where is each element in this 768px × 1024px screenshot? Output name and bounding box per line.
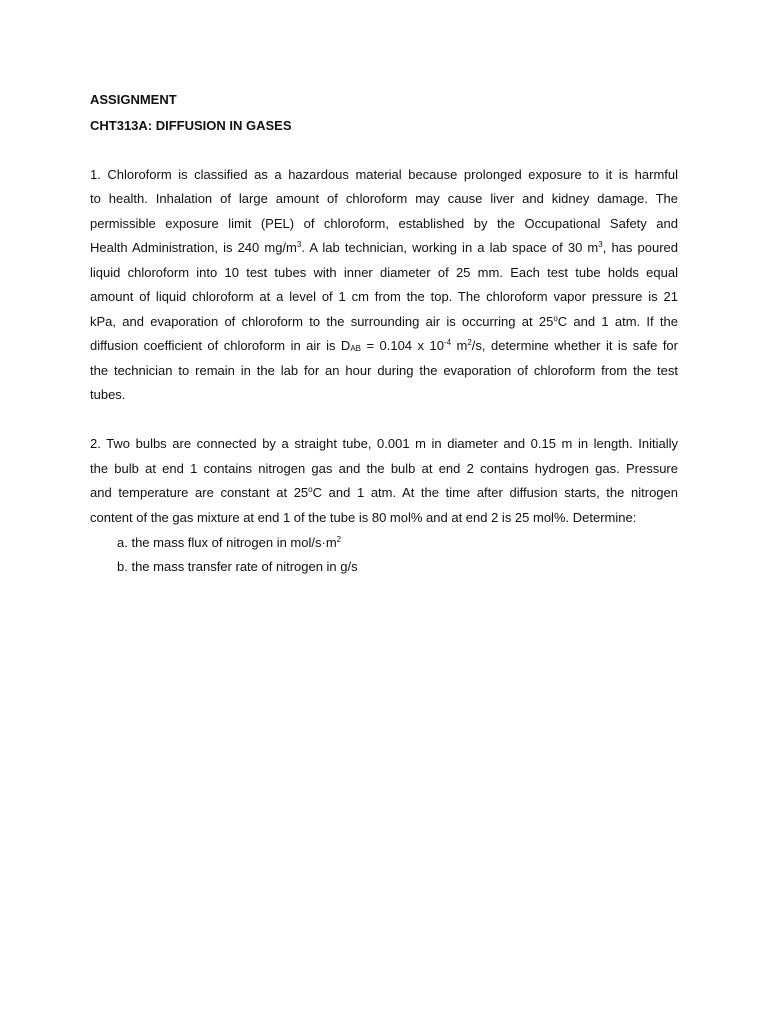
q1-line-text: = 0.104 x 10 <box>360 338 444 353</box>
question-2-subitems <box>117 531 358 580</box>
q2-line-text: content of the gas mixture at end 1 of the tube is 80 mol% and at end 2 is 25 mol%. Determine: <box>90 509 637 525</box>
q1-line-text: to health. Inhalation of large amount of chloroform may cause liver and kidney damage. The <box>90 191 678 206</box>
q2-line-text: 2. Two bulbs are connected by a straight tube, 0.001 m in diameter and 0.15 m in length. Initially <box>90 436 678 451</box>
q1-line <box>90 334 678 359</box>
list-item-text: b. the mass transfer rate of nitrogen in g/s <box>117 559 358 574</box>
q1-line-text: Health Administration, is 240 mg/m <box>90 240 297 255</box>
q1-line <box>90 285 678 310</box>
superscript-neg4: -4 <box>443 338 452 347</box>
q1-line-text: the technician to remain in the lab for an hour during the evaporation of chloroform from the test <box>90 362 678 378</box>
q1-line <box>90 383 678 408</box>
list-item <box>117 531 358 556</box>
q1-line-text: C and 1 atm. If the <box>557 313 679 329</box>
q2-line <box>90 432 678 457</box>
q2-line-text: C and 1 atm. At the time after diffusion starts, the nitrogen <box>312 485 678 500</box>
q2-line <box>90 506 678 531</box>
q1-line <box>90 163 678 188</box>
degree-superscript: o <box>553 313 558 323</box>
assignment-title: ASSIGNMENT <box>90 92 177 107</box>
q1-line <box>90 187 678 212</box>
q2-line-text: and temperature are constant at 25 <box>90 485 309 500</box>
course-title: CHT313A: DIFFUSION IN GASES <box>90 118 292 133</box>
q1-line-text: , has poured <box>602 240 678 255</box>
q1-line-text: liquid chloroform into 10 test tubes with inner diameter of 25 mm. Each test tube holds equal <box>90 264 678 280</box>
q1-line-text: tubes. <box>90 387 126 402</box>
subscript-ab: AB <box>350 344 361 353</box>
superscript-2: 2 <box>336 534 342 544</box>
q2-line-text: the bulb at end 1 contains nitrogen gas and the bulb at end 2 contains hydrogen gas. Pressure <box>90 460 678 476</box>
q1-line-text: kPa, and evaporation of chloroform to the surrounding air is occurring at 25 <box>90 313 554 329</box>
q1-line <box>90 359 678 384</box>
list-item-text: a. the mass flux of nitrogen in mol/s·m <box>117 534 337 550</box>
superscript-3: 3 <box>598 240 603 249</box>
degree-superscript: o <box>308 485 313 494</box>
q1-line-text: . A lab technician, working in a lab space of 30 m <box>301 240 599 255</box>
question-1-paragraph <box>90 163 678 408</box>
q1-line-text: /s, determine whether it is safe for <box>471 338 678 353</box>
q1-line <box>90 212 678 237</box>
q1-line <box>90 261 678 286</box>
q1-line-text: 1. Chloroform is classified as a hazardous material because prolonged exposure to it is harmful <box>90 166 678 182</box>
q1-line-text: amount of liquid chloroform at a level of 1 cm from the top. The chloroform vapor pressure is 21 <box>90 289 678 304</box>
superscript-2: 2 <box>467 338 472 347</box>
q1-line <box>90 310 678 335</box>
q1-line-text: diffusion coefficient of chloroform in air is D <box>90 338 351 353</box>
superscript-3: 3 <box>296 240 302 249</box>
q2-line <box>90 481 678 506</box>
q1-line-text: permissible exposure limit (PEL) of chloroform, established by the Occupational Safety and <box>90 215 678 231</box>
list-item <box>117 555 358 580</box>
question-2-paragraph <box>90 432 678 530</box>
q1-line-text: m <box>451 338 468 353</box>
q2-line <box>90 457 678 482</box>
q1-line <box>90 236 678 261</box>
